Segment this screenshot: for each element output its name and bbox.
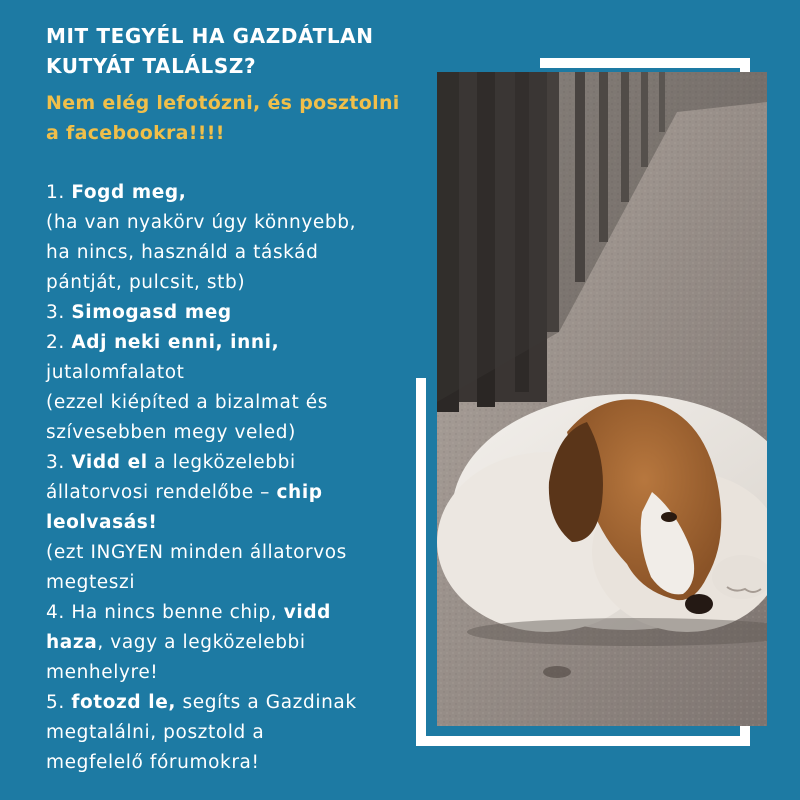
step-4-detail: haza, vagy a legközelebbi [46, 632, 306, 653]
step-3b-action: Vidd el [71, 452, 148, 473]
step-3b-note: megteszi [46, 572, 136, 593]
step-1-detail: pántját, pulcsit, stb) [46, 272, 246, 293]
step-3b-detail: állatorvosi rendelőbe – chip [46, 482, 323, 503]
page-title: MIT TEGYÉL HA GAZDÁTLAN KUTYÁT TALÁLSZ? [46, 24, 374, 78]
photo-frame-bottom [416, 736, 750, 746]
photo-frame-top [540, 58, 750, 68]
step-3a: 3. Simogasd meg [46, 302, 232, 323]
step-2: 2. Adj neki enni, inni, [46, 332, 280, 353]
step-3b-detail: leolvasás! [46, 512, 158, 533]
step-1: 1. Fogd meg, [46, 182, 187, 203]
step-2-detail: (ezzel kiépíted a bizalmat és [46, 392, 329, 413]
step-4-action: vidd [283, 602, 332, 623]
step-5-action: fotozd le, [71, 692, 177, 713]
step-3b: 3. Vidd el a legközelebbi [46, 452, 296, 473]
step-1-detail: (ha van nyakörv úgy könnyebb, [46, 212, 357, 233]
step-5: 5. fotozd le, segíts a Gazdinak [46, 692, 357, 713]
step-2-action: Adj neki enni, inni, [71, 332, 280, 353]
step-1-action: Fogd meg, [71, 182, 187, 203]
subtitle: Nem elég lefotózni, és posztolni a facebookra!!!! [46, 92, 400, 144]
photo-frame-left [416, 378, 426, 746]
step-1-detail: ha nincs, használd a táskád [46, 242, 319, 263]
step-2-detail: szívesebben megy veled) [46, 422, 296, 443]
step-5-detail: megfelelő fórumokra! [46, 752, 260, 773]
step-3a-action: Simogasd meg [71, 302, 232, 323]
dog-photo-illustration [437, 72, 767, 726]
step-3b-note: (ezt INGYEN minden állatorvos [46, 542, 347, 563]
steps-list [46, 178, 406, 778]
step-4-detail: menhelyre! [46, 662, 159, 683]
step-2-detail: jutalomfalatot [46, 362, 185, 383]
step-5-detail: megtalálni, posztold a [46, 722, 265, 743]
step-4: 4. Ha nincs benne chip, vidd [46, 602, 332, 623]
dog-photo [437, 72, 767, 726]
